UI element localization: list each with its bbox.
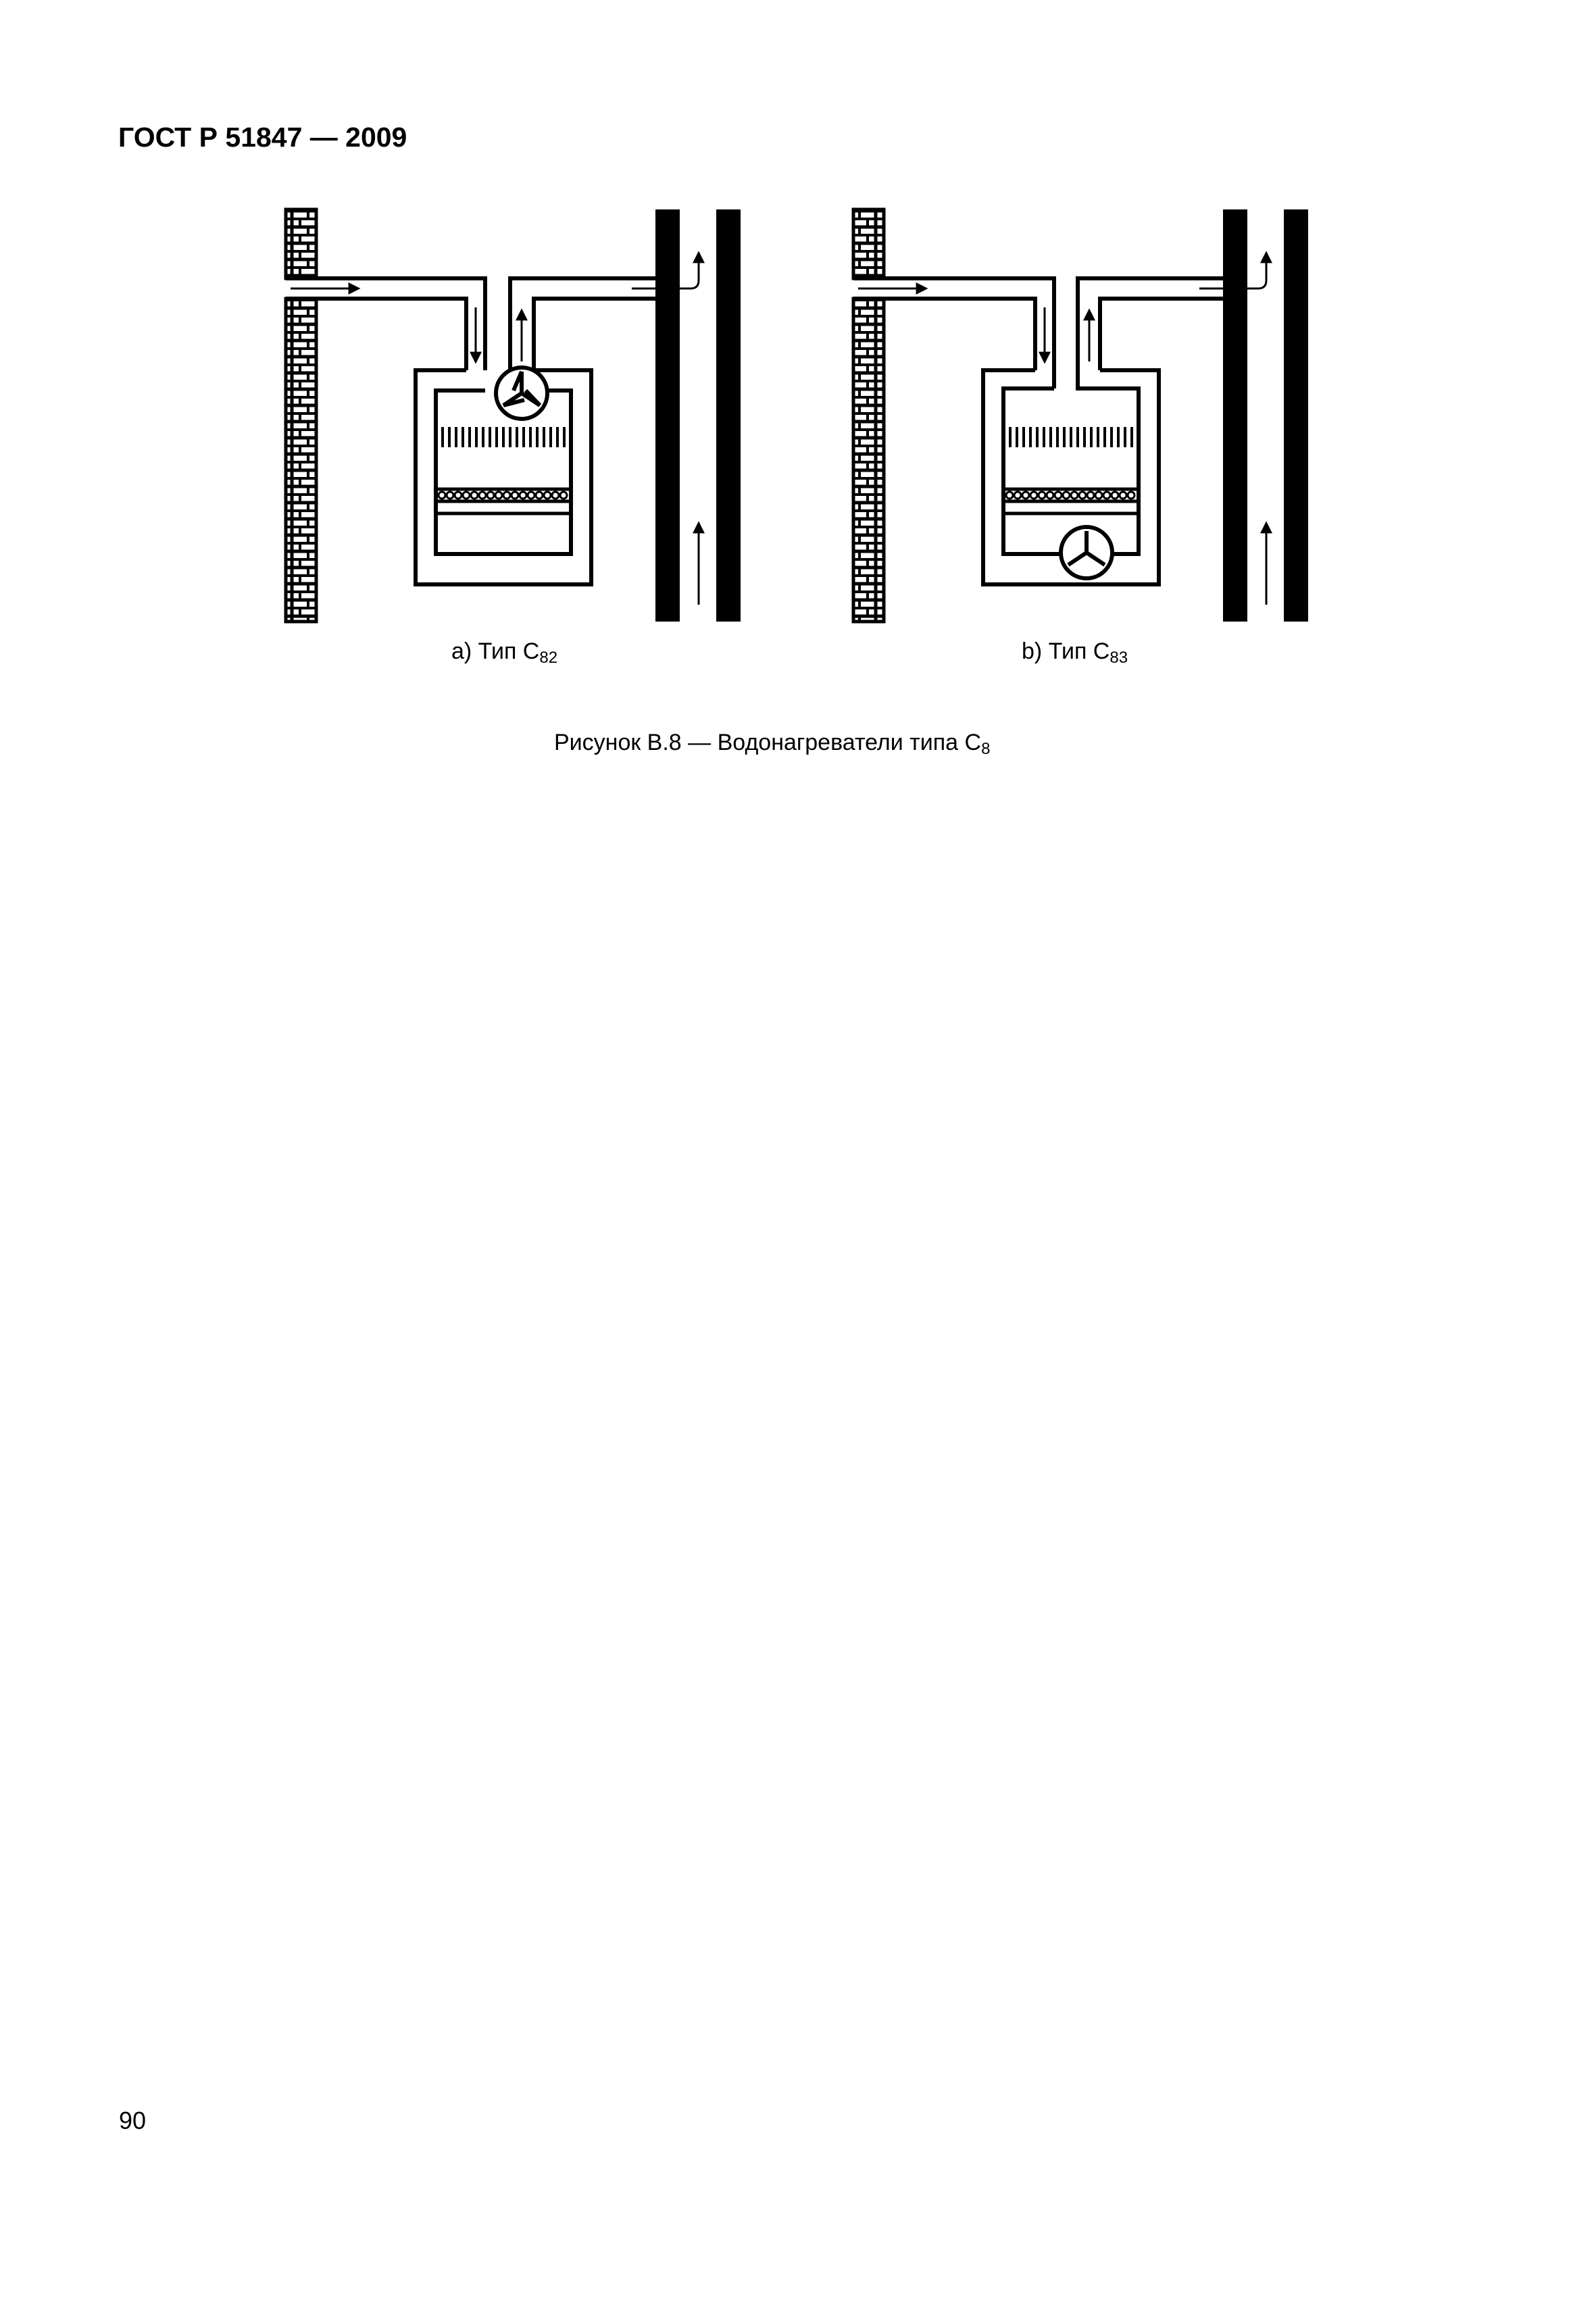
heat-exchanger <box>443 427 564 447</box>
exhaust-duct <box>1078 278 1223 370</box>
burner <box>436 489 571 513</box>
brick-wall-lower <box>286 299 316 622</box>
exhaust-duct <box>510 278 655 370</box>
chimney-outer-wall <box>1284 209 1308 622</box>
heat-exchanger <box>1010 427 1132 447</box>
brick-wall-upper <box>853 209 884 278</box>
brick-wall-upper <box>286 209 316 278</box>
figure-caption: Рисунок В.8 — Водонагреватели типа $C_8$ <box>554 730 991 758</box>
chimney-inner-wall <box>1223 209 1247 622</box>
document-header: ГОСТ Р 51847 — 2009 <box>118 122 407 153</box>
fan-icon <box>496 368 547 419</box>
burner <box>1003 489 1139 513</box>
combustion-chamber <box>1003 370 1139 554</box>
chimney-inner-wall <box>655 209 680 622</box>
figure-diagrams <box>0 0 1596 676</box>
fan-icon <box>1061 527 1112 578</box>
diagram-panel-b <box>853 209 1308 622</box>
combustion-chamber <box>436 391 571 554</box>
panel-b-label: b) Тип $C_{83}$ <box>1022 638 1128 667</box>
diagram-panel-a <box>286 209 741 622</box>
chimney-outer-wall <box>716 209 741 622</box>
page-number: 90 <box>119 2107 147 2134</box>
panel-a-label: a) Тип $C_{82}$ <box>451 638 558 667</box>
brick-wall-lower <box>853 299 884 622</box>
